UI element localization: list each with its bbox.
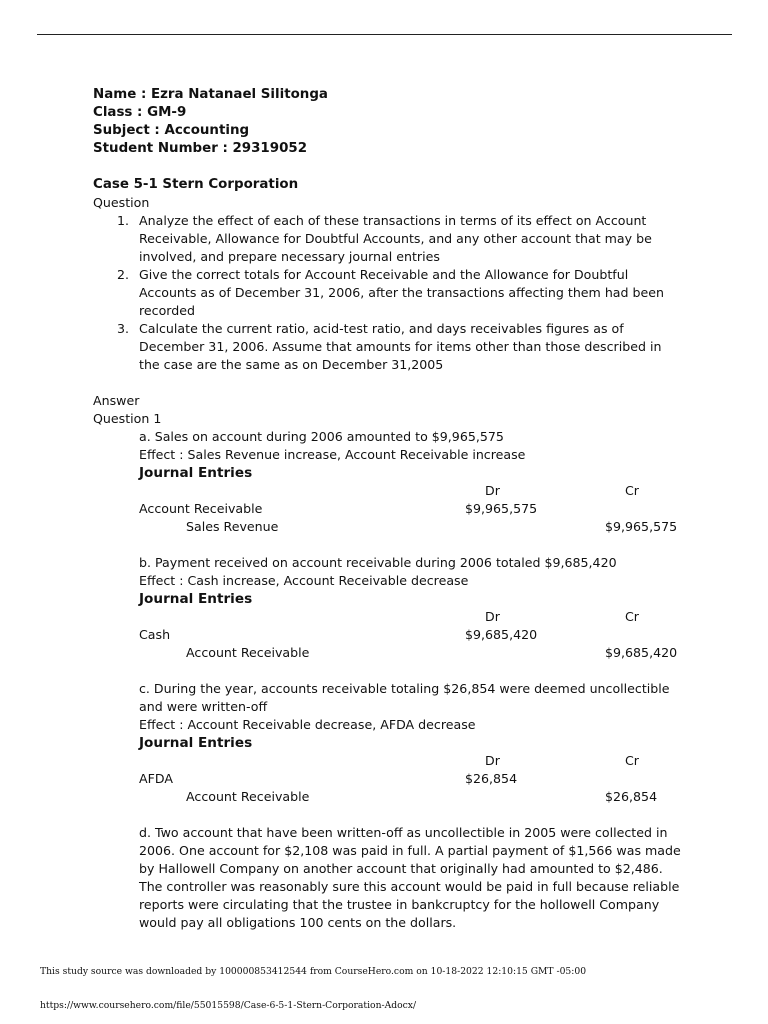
answer-label: Answer [93, 393, 140, 408]
journal-entries-heading: Journal Entries [139, 465, 253, 481]
credit-amount: $9,685,420 [605, 645, 678, 660]
transaction-effect: Effect : Sales Revenue increase, Account Receivable increase [139, 447, 526, 462]
case-title: Case 5-1 Stern Corporation [93, 177, 299, 192]
journal-debit-row [93, 500, 693, 518]
dr-label: Dr [485, 609, 500, 624]
student-subject: Subject : Accounting [93, 123, 250, 138]
question-item: 2. Give the correct totals for Account Receivable and the Allowance for Doubtful Accounts as of December 31, 2006, after the transactions affecting them had been recorded [117, 267, 664, 318]
credit-amount: $26,854 [605, 789, 658, 804]
source-url[interactable]: https://www.coursehero.com/file/55015598/Case-6-5-1-Stern-Corporation-Adocx/ [40, 1000, 417, 1011]
cr-label: Cr [625, 753, 639, 768]
question-item: 3. Calculate the current ratio, acid-test ratio, and days receivables figures as of December 31, 2006. Assume that amounts for items other than those described in the case are the same as on December 31,2005 [117, 321, 662, 372]
question1-label: Question 1 [93, 411, 162, 426]
cr-label: Cr [625, 609, 639, 624]
credit-account: Account Receivable [186, 789, 310, 804]
journal-debit-row [93, 770, 693, 788]
transaction-description: c. During the year, accounts receivable totaling $26,854 were deemed uncollectible [139, 681, 670, 696]
debit-account: AFDA [139, 771, 173, 786]
journal-header-row [93, 608, 693, 626]
credit-account: Sales Revenue [186, 519, 279, 534]
debit-account: Account Receivable [139, 501, 263, 516]
transaction-effect: Effect : Account Receivable decrease, AFDA decrease [139, 717, 476, 732]
journal-entries-heading: Journal Entries [139, 735, 253, 751]
debit-amount: $9,685,420 [465, 627, 538, 642]
dr-label: Dr [485, 753, 500, 768]
credit-amount: $9,965,575 [605, 519, 678, 534]
transaction-description: a. Sales on account during 2006 amounted to $9,965,575 [139, 429, 504, 444]
debit-amount: $26,854 [465, 771, 518, 786]
student-name: Name : Ezra Natanael Silitonga [93, 87, 328, 102]
student-class: Class : GM-9 [93, 105, 187, 120]
question-label: Question [93, 195, 150, 210]
journal-entries-heading: Journal Entries [139, 591, 253, 607]
transaction-description: b. Payment received on account receivable during 2006 totaled $9,685,420 [139, 555, 617, 570]
credit-account: Account Receivable [186, 645, 310, 660]
cr-label: Cr [625, 483, 639, 498]
journal-debit-row [93, 626, 693, 644]
journal-credit-row [93, 518, 693, 536]
journal-credit-row [93, 788, 693, 806]
download-note: This study source was downloaded by 100000853412544 from CourseHero.com on 10-18-2022 12:10:15 GMT -05:00 [40, 966, 587, 977]
journal-credit-row [93, 644, 693, 662]
debit-amount: $9,965,575 [465, 501, 538, 516]
journal-header-row [93, 482, 693, 500]
transaction-effect: Effect : Cash increase, Account Receivable decrease [139, 573, 469, 588]
transaction-d-text: d. Two account that have been written-off as uncollectible in 2005 were collected in 2006. One account for $2,108 was paid in full. A partial payment of $1,566 was made by Hallowell Company on another account that originally had amounted to $2,486. The controller was reasonably sure this account would be paid in full because reliable reports were circulating that the trustee in bankcruptcy for the hollowell Company would pay all obligations 100 cents on the dollars. [139, 825, 681, 930]
dr-label: Dr [485, 483, 500, 498]
header-rule [37, 34, 732, 35]
question-list [93, 212, 693, 374]
document-body [93, 86, 693, 932]
journal-header-row [93, 752, 693, 770]
transaction-description: and were written-off [139, 699, 268, 714]
debit-account: Cash [139, 627, 171, 642]
question-item: 1. Analyze the effect of each of these transactions in terms of its effect on Account Receivable, Allowance for Doubtful Accounts, and any other account that may be involved, and prepare necessary journal entries [117, 213, 652, 264]
student-number: Student Number : 29319052 [93, 141, 308, 156]
